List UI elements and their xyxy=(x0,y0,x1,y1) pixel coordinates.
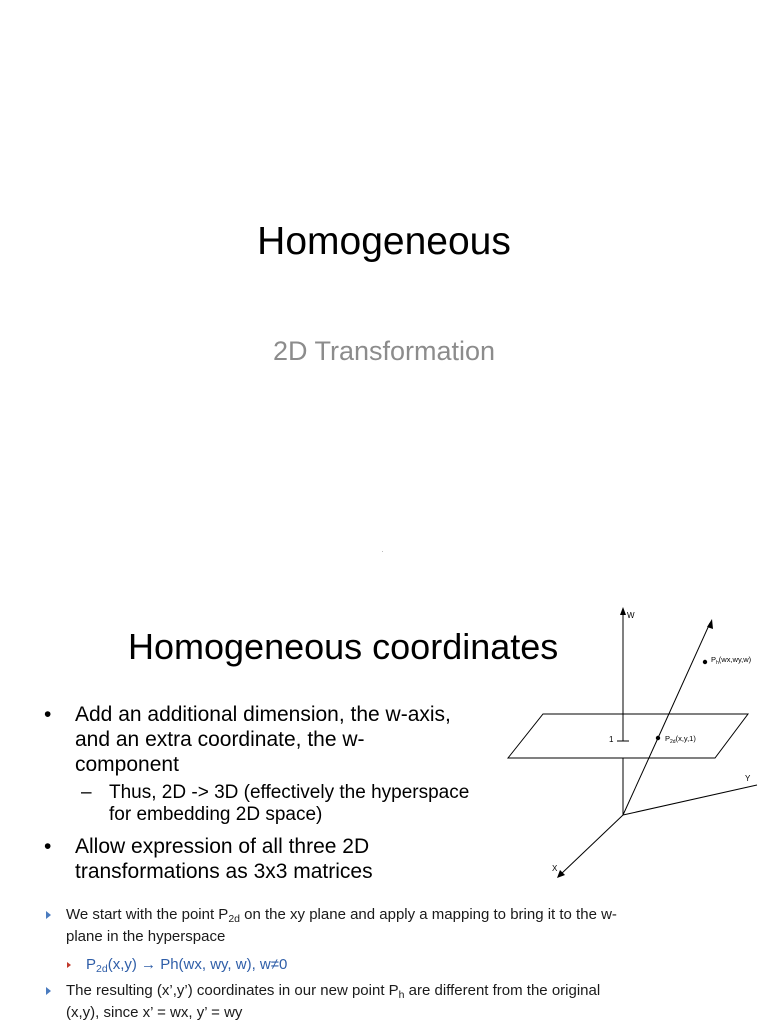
w-plane xyxy=(508,714,748,758)
bullet-text-line: and an extra coordinate, the w- xyxy=(75,728,365,751)
bullet-text-line: transformations as 3x3 matrices xyxy=(75,860,373,883)
bullet-text-line: Add an additional dimension, the w-axis, xyxy=(75,703,451,726)
note-text-line: The resulting (x’,y’) coordinates in our new point $P_h$ are different from the original xyxy=(66,982,601,1001)
sub-bullet-hyperspace xyxy=(81,782,470,826)
ph-label: $P_h(wx,wy,w)$ xyxy=(711,655,752,666)
x-axis xyxy=(560,815,623,875)
note-text-line: plane in the hyperspace xyxy=(66,928,226,945)
bullet-text-line: component xyxy=(75,753,179,776)
sub-bullet-text-line: for embedding 2D space) xyxy=(109,804,323,825)
w-axis-arrow-icon xyxy=(620,607,626,615)
bullet-mark: • xyxy=(44,835,52,858)
ph-point xyxy=(703,660,707,664)
red-triangle-bullet-icon xyxy=(67,962,71,968)
bullet-matrices xyxy=(44,834,373,884)
unit-label: 1 xyxy=(609,735,614,744)
p2d-label: $P_{2d}(x,y,1)$ xyxy=(665,734,696,745)
note-start-point xyxy=(66,904,756,948)
note-text-line: We start with the point $P_{2d}$ on the xy plane and apply a mapping to bring it to the w- xyxy=(66,906,617,925)
note-resulting-coords xyxy=(66,980,756,1024)
mapping-formula: $P_{2d}(x,y) \to Ph(wx$, wy, w), w≠0 xyxy=(86,954,287,976)
w-axis-label: W xyxy=(627,611,635,620)
slide-subtitle: 2D Transformation xyxy=(272,336,496,366)
x-axis-label: X xyxy=(552,864,558,873)
y-axis-label: Y xyxy=(745,774,751,783)
bullet-w-axis xyxy=(44,702,451,777)
bullet-mark: • xyxy=(44,703,52,726)
blue-triangle-bullet-icon xyxy=(46,911,51,919)
content-slide xyxy=(0,570,768,1024)
bullet-text-line: Allow expression of all three 2D xyxy=(75,835,370,858)
slide-title: Homogeneous xyxy=(257,220,511,263)
blue-triangle-bullet-icon xyxy=(46,987,51,995)
right-arrow-icon: → xyxy=(141,956,157,973)
sub-bullet-text-line: Thus, 2D -> 3D (effectively the hyperspace xyxy=(109,782,470,803)
y-axis xyxy=(623,785,757,815)
slide-title: Homogeneous coordinates xyxy=(128,626,559,667)
stray-dot xyxy=(382,551,383,552)
dash-mark: – xyxy=(81,782,92,803)
note-text-line: (x,y), since x’ = wx, y’ = wy xyxy=(66,1004,243,1021)
p2d-point xyxy=(656,736,660,740)
